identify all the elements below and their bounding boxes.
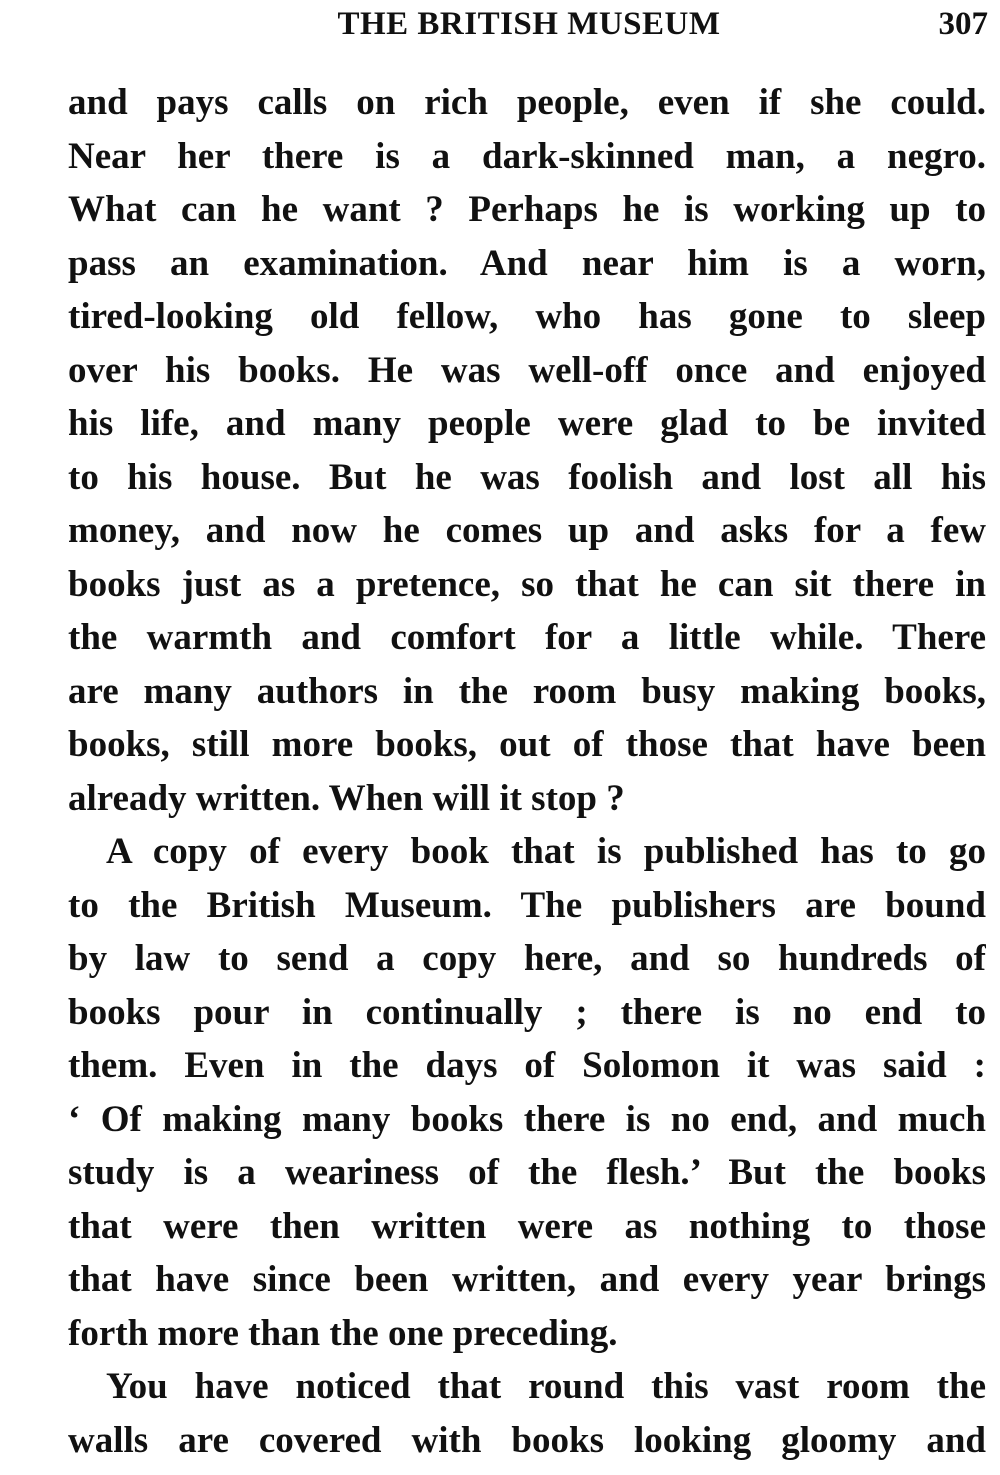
text-line: A copy of every book that is published has to go: [106, 831, 986, 872]
text-line: that were then written were as nothing to those: [68, 1205, 986, 1247]
text-line: the warmth and comfort for a little while. There: [68, 617, 986, 658]
text-line: that have since been written, and every year brings: [68, 1259, 986, 1300]
text-line: to the British Museum. The publishers are bound: [68, 884, 986, 926]
page-number: 307: [938, 6, 988, 42]
text-line: Near her there is a dark-skinned man, a negro.: [68, 135, 986, 177]
text-line: and pays calls on rich people, even if she could.: [68, 82, 986, 123]
text-line: tired-looking old fellow, who has gone to sleep: [68, 296, 986, 337]
text-line: are many authors in the room busy making books,: [68, 670, 986, 712]
running-head: [70, 2, 988, 46]
text-line: books pour in continually ; there is no end to: [68, 991, 986, 1033]
text-line: books, still more books, out of those that have been: [68, 724, 986, 765]
text-line: forth more than the one preceding.: [68, 1312, 618, 1354]
text-line: money, and now he comes up and asks for a few: [68, 510, 986, 551]
text-line: What can he want ? Perhaps he is working up to: [68, 189, 986, 230]
text-line: to his house. But he was foolish and lost all his: [68, 456, 986, 498]
text-line: walls are covered with books looking gloomy and: [68, 1419, 986, 1461]
text-line: already written. When will it stop ?: [68, 777, 625, 819]
text-line: study is a weariness of the flesh.’ But the books: [68, 1152, 986, 1193]
body-text: [68, 76, 986, 1467]
running-title: THE BRITISH MUSEUM: [337, 6, 721, 42]
text-line: over his books. He was well-off once and enjoyed: [68, 349, 986, 391]
text-line: You have noticed that round this vast room the: [106, 1366, 986, 1407]
text-line: books just as a pretence, so that he can sit there in: [68, 563, 986, 605]
text-line: ‘ Of making many books there is no end, and much: [68, 1098, 986, 1140]
text-line: pass an examination. And near him is a worn,: [68, 242, 986, 284]
text-line: by law to send a copy here, and so hundreds of: [68, 938, 986, 979]
text-line: them. Even in the days of Solomon it was said :: [68, 1045, 986, 1086]
text-line: his life, and many people were glad to be invited: [68, 403, 986, 444]
